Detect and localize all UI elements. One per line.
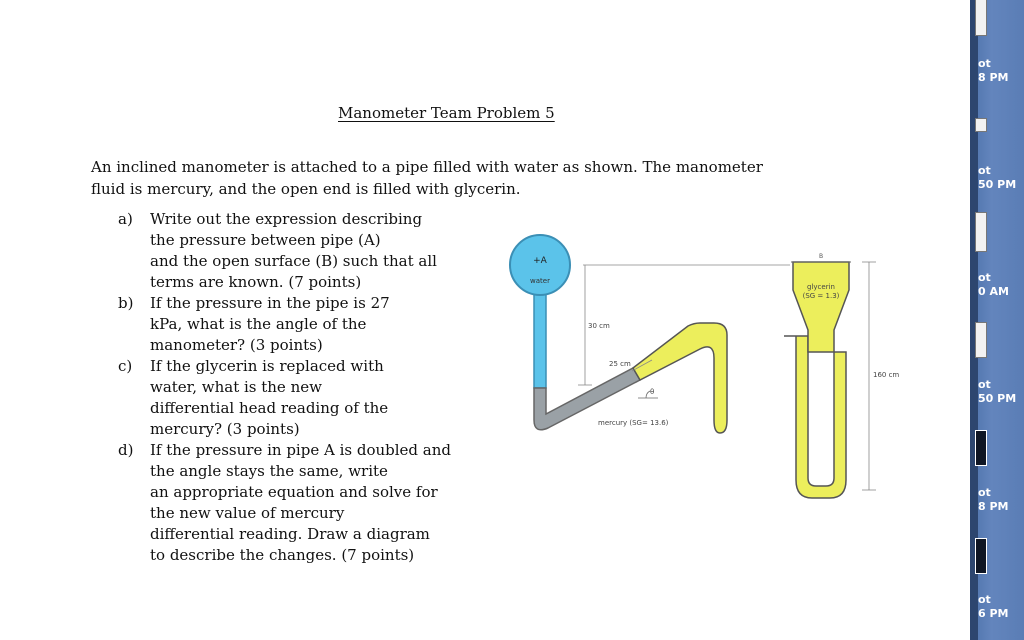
file-thumbnail[interactable] bbox=[975, 538, 987, 574]
file-label[interactable]: ot 50 PM bbox=[978, 164, 1017, 191]
question-b-text bbox=[150, 293, 390, 356]
question-d-letter: d) bbox=[118, 441, 134, 459]
question-c-line: differential head reading of the bbox=[150, 399, 389, 417]
question-b-line: manometer? (3 points) bbox=[150, 336, 323, 354]
pipe-fluid-label: water bbox=[530, 277, 550, 285]
surface-label: B bbox=[818, 253, 824, 260]
file-label[interactable]: ot 8 PM bbox=[978, 57, 1009, 84]
question-d-line: the new value of mercury bbox=[150, 504, 345, 522]
problem-title: Manometer Team Problem 5 bbox=[338, 104, 555, 122]
file-label[interactable]: ot 8 PM bbox=[978, 486, 1009, 513]
right-u-tube bbox=[784, 336, 846, 498]
question-d-line: the angle stays the same, write bbox=[150, 462, 388, 480]
question-b-letter: b) bbox=[118, 294, 134, 312]
question-b-line: If the pressure in the pipe is 27 bbox=[150, 294, 390, 312]
question-d-line: an appropriate equation and solve for bbox=[150, 483, 438, 501]
question-a-line: the pressure between pipe (A) bbox=[150, 231, 381, 249]
file-thumbnail[interactable] bbox=[975, 430, 987, 466]
file-thumbnail[interactable] bbox=[975, 0, 987, 36]
question-a-line: terms are known. (7 points) bbox=[150, 273, 362, 291]
intro-line-2: fluid is mercury, and the open end is filled with glycerin. bbox=[91, 180, 521, 198]
file-label[interactable]: ot 6 PM bbox=[978, 593, 1009, 620]
question-c-line: water, what is the new bbox=[150, 378, 322, 396]
pipe-a-label: +A bbox=[533, 256, 547, 266]
file-thumbnail[interactable] bbox=[975, 212, 987, 252]
problem-intro bbox=[91, 156, 831, 200]
dim-25-label: 25 cm bbox=[609, 360, 631, 368]
question-a-letter: a) bbox=[118, 210, 133, 228]
angle-label: θ bbox=[650, 388, 655, 396]
file-label[interactable]: ot 0 AM bbox=[978, 271, 1009, 298]
question-c-line: mercury? (3 points) bbox=[150, 420, 300, 438]
dim-30-label: 30 cm bbox=[588, 322, 610, 330]
question-d-text bbox=[150, 440, 451, 566]
question-c-letter: c) bbox=[118, 357, 133, 375]
glycerin-incline bbox=[633, 323, 727, 433]
question-c-text bbox=[150, 356, 388, 440]
manometer-diagram bbox=[500, 228, 900, 518]
question-a-text bbox=[150, 209, 437, 293]
file-thumbnail[interactable] bbox=[975, 118, 987, 132]
question-c-line: If the glycerin is replaced with bbox=[150, 357, 384, 375]
question-d-line: to describe the changes. (7 points) bbox=[150, 546, 415, 564]
mercury-label: mercury (SG= 13.6) bbox=[598, 419, 669, 427]
glycerin-sg-label: (SG = 1.3) bbox=[802, 292, 840, 300]
question-d-line: differential reading. Draw a diagram bbox=[150, 525, 430, 543]
question-a-line: Write out the expression describing bbox=[150, 210, 423, 228]
glycerin-label: glycerin bbox=[807, 283, 835, 291]
question-d-line: If the pressure in pipe A is doubled and bbox=[150, 441, 451, 459]
intro-line-1: An inclined manometer is attached to a pipe filled with water as shown. The manometer bbox=[91, 158, 763, 176]
question-b-line: kPa, what is the angle of the bbox=[150, 315, 367, 333]
dim-160-label: 160 cm bbox=[873, 371, 900, 379]
file-thumbnail[interactable] bbox=[975, 322, 987, 358]
file-label[interactable]: ot 50 PM bbox=[978, 378, 1017, 405]
question-a-line: and the open surface (B) such that all bbox=[150, 252, 437, 270]
